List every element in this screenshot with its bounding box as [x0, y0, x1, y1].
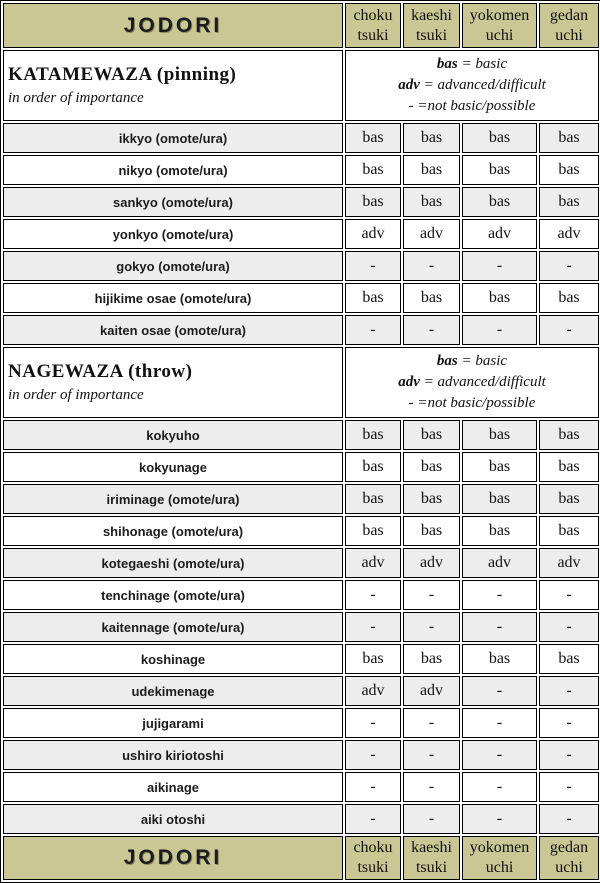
legend-cell [345, 50, 599, 121]
table-footer-band [3, 836, 599, 880]
rating-cell: - [403, 708, 460, 738]
technique-name: aikinage [3, 772, 343, 802]
rating-cell: bas [403, 283, 460, 313]
table-row [3, 315, 599, 345]
section-heading-cell [3, 347, 343, 418]
rating-cell: - [539, 772, 599, 802]
section-heading: NAGEWAZA (throw) [8, 361, 193, 382]
footer-column-header-gedan-uchi [539, 836, 599, 880]
footer-row [3, 836, 599, 880]
rating-cell: bas [539, 516, 599, 546]
technique-name: yonkyo (omote/ura) [3, 219, 343, 249]
table-row [3, 516, 599, 546]
rating-cell: - [345, 612, 401, 642]
table-row [3, 452, 599, 482]
rating-cell: - [403, 612, 460, 642]
rating-cell: bas [462, 644, 537, 674]
table-row [3, 251, 599, 281]
rating-cell: - [403, 804, 460, 834]
legend-term: adv [398, 374, 420, 390]
legend-line: adv = advanced/difficult [398, 77, 546, 93]
table-row [3, 580, 599, 610]
rating-cell: bas [539, 155, 599, 185]
table-row [3, 219, 599, 249]
rating-cell: bas [403, 123, 460, 153]
column-header-line1: kaeshi [411, 839, 452, 856]
rating-cell: bas [403, 644, 460, 674]
rating-cell: - [403, 740, 460, 770]
rating-cell: bas [345, 283, 401, 313]
column-header-yokomen-uchi [462, 3, 537, 48]
rating-cell: bas [539, 283, 599, 313]
rating-cell: bas [539, 484, 599, 514]
column-header-line1: choku [353, 839, 393, 856]
rating-cell: - [462, 315, 537, 345]
column-header-line1: choku [353, 6, 393, 24]
column-header-line2: tsuki [415, 859, 448, 876]
rating-cell: - [345, 315, 401, 345]
column-header-line2: tsuki [415, 26, 448, 44]
rating-cell: bas [539, 420, 599, 450]
rating-cell: bas [403, 420, 460, 450]
rating-cell: bas [462, 452, 537, 482]
rating-cell: bas [345, 420, 401, 450]
table-row [3, 187, 599, 217]
rating-cell: - [345, 772, 401, 802]
legend-cell [345, 347, 599, 418]
table-header-band [3, 3, 599, 48]
rating-cell: bas [462, 155, 537, 185]
technique-name: kotegaeshi (omote/ura) [3, 548, 343, 578]
footer-table-title: JODORI [3, 836, 343, 880]
section-heading: KATAMEWAZA (pinning) [8, 64, 237, 85]
legend-term: bas [436, 56, 458, 72]
rating-cell: - [462, 772, 537, 802]
rating-cell: bas [345, 516, 401, 546]
column-header-line1: kaeshi [411, 6, 452, 24]
column-header-line2: tsuki [357, 859, 389, 876]
technique-name: kokyunage [3, 452, 343, 482]
rating-cell: bas [345, 155, 401, 185]
rating-cell: bas [403, 516, 460, 546]
rating-cell: bas [462, 283, 537, 313]
rating-cell: - [539, 612, 599, 642]
rating-cell: adv [345, 548, 401, 578]
section-heading-cell [3, 50, 343, 121]
technique-name: kaitennage (omote/ura) [3, 612, 343, 642]
rating-cell: adv [403, 676, 460, 706]
rating-cell: adv [462, 219, 537, 249]
rating-cell: - [462, 708, 537, 738]
technique-name: ikkyo (omote/ura) [3, 123, 343, 153]
rating-cell: - [403, 315, 460, 345]
column-header-line1: yokomen [469, 839, 530, 856]
column-header-line2: uchi [485, 26, 514, 44]
column-header-line2: uchi [555, 859, 583, 876]
rating-cell: bas [403, 452, 460, 482]
legend-line: adv = advanced/difficult [398, 374, 546, 390]
rating-cell: - [403, 251, 460, 281]
technique-name: gokyo (omote/ura) [3, 251, 343, 281]
rating-cell: adv [345, 219, 401, 249]
table-row [3, 644, 599, 674]
table-row [3, 708, 599, 738]
section-header-row [3, 50, 599, 121]
header-row [3, 3, 599, 48]
rating-cell: bas [539, 452, 599, 482]
rating-cell: bas [462, 484, 537, 514]
table-row [3, 676, 599, 706]
column-header-line1: gedan [549, 839, 589, 856]
rating-cell: bas [462, 420, 537, 450]
rating-cell: - [462, 740, 537, 770]
technique-name: ushiro kiriotoshi [3, 740, 343, 770]
rating-cell: - [345, 251, 401, 281]
footer-column-header-yokomen-uchi [462, 836, 537, 880]
rating-cell: bas [462, 516, 537, 546]
rating-cell: - [539, 740, 599, 770]
section-subheading: in order of importance [8, 90, 144, 106]
table-row [3, 804, 599, 834]
rating-cell: - [462, 676, 537, 706]
table-row [3, 123, 599, 153]
rating-cell: adv [403, 548, 460, 578]
column-header-line1: yokomen [469, 6, 530, 24]
table-title: JODORI [3, 3, 343, 48]
column-header-choku-tsuki [345, 3, 401, 48]
section-subheading: in order of importance [8, 387, 144, 403]
technique-name: jujigarami [3, 708, 343, 738]
legend-line: - =not basic/possible [408, 98, 536, 114]
rating-cell: - [403, 772, 460, 802]
rating-cell: - [462, 804, 537, 834]
rating-cell: bas [403, 484, 460, 514]
rating-cell: - [539, 676, 599, 706]
technique-name: udekimenage [3, 676, 343, 706]
legend-line: - =not basic/possible [408, 395, 536, 411]
legend-line: bas = basic [436, 353, 508, 369]
technique-name: koshinage [3, 644, 343, 674]
rating-cell: bas [345, 187, 401, 217]
rating-cell: adv [539, 548, 599, 578]
rating-cell: adv [462, 548, 537, 578]
column-header-line1: gedan [549, 6, 589, 24]
table-row [3, 155, 599, 185]
rating-cell: adv [539, 219, 599, 249]
rating-cell: - [345, 708, 401, 738]
technique-name: shihonage (omote/ura) [3, 516, 343, 546]
rating-cell: - [462, 580, 537, 610]
technique-name: aiki otoshi [3, 804, 343, 834]
section-header-row [3, 347, 599, 418]
table-row [3, 484, 599, 514]
rating-cell: bas [539, 187, 599, 217]
table-row [3, 612, 599, 642]
table-row [3, 283, 599, 313]
rating-cell: bas [462, 123, 537, 153]
technique-name: tenchinage (omote/ura) [3, 580, 343, 610]
legend-line: bas = basic [436, 56, 508, 72]
legend-term: bas [436, 353, 458, 369]
legend-term: - [408, 98, 414, 114]
table-row [3, 740, 599, 770]
column-header-kaeshi-tsuki [403, 3, 460, 48]
column-header-gedan-uchi [539, 3, 599, 48]
rating-cell: bas [345, 644, 401, 674]
rating-cell: - [539, 580, 599, 610]
rating-cell: bas [345, 484, 401, 514]
table-row [3, 548, 599, 578]
rating-cell: bas [403, 187, 460, 217]
legend-term: adv [398, 77, 420, 93]
technique-name: kaiten osae (omote/ura) [3, 315, 343, 345]
rating-cell: - [539, 315, 599, 345]
column-header-line2: uchi [555, 26, 583, 44]
rating-cell: - [462, 612, 537, 642]
column-header-line2: tsuki [357, 26, 389, 44]
table-row [3, 420, 599, 450]
technique-name: sankyo (omote/ura) [3, 187, 343, 217]
rating-cell: bas [539, 644, 599, 674]
column-header-line2: uchi [485, 859, 514, 876]
rating-cell: - [403, 580, 460, 610]
rating-cell: bas [403, 155, 460, 185]
rating-cell: - [539, 251, 599, 281]
rating-cell: - [539, 708, 599, 738]
rating-cell: - [462, 251, 537, 281]
table-row [3, 772, 599, 802]
footer-column-header-choku-tsuki [345, 836, 401, 880]
technique-name: hijikime osae (omote/ura) [3, 283, 343, 313]
rating-cell: bas [462, 187, 537, 217]
technique-name: iriminage (omote/ura) [3, 484, 343, 514]
rating-cell: adv [403, 219, 460, 249]
footer-column-header-kaeshi-tsuki [403, 836, 460, 880]
technique-name: nikyo (omote/ura) [3, 155, 343, 185]
table-body [3, 50, 599, 834]
rating-cell: bas [539, 123, 599, 153]
rating-cell: bas [345, 452, 401, 482]
rating-cell: - [345, 580, 401, 610]
rating-cell: adv [345, 676, 401, 706]
rating-cell: - [539, 804, 599, 834]
legend-term: - [408, 395, 414, 411]
rating-cell: bas [345, 123, 401, 153]
technique-name: kokyuho [3, 420, 343, 450]
rating-cell: - [345, 740, 401, 770]
rating-cell: - [345, 804, 401, 834]
